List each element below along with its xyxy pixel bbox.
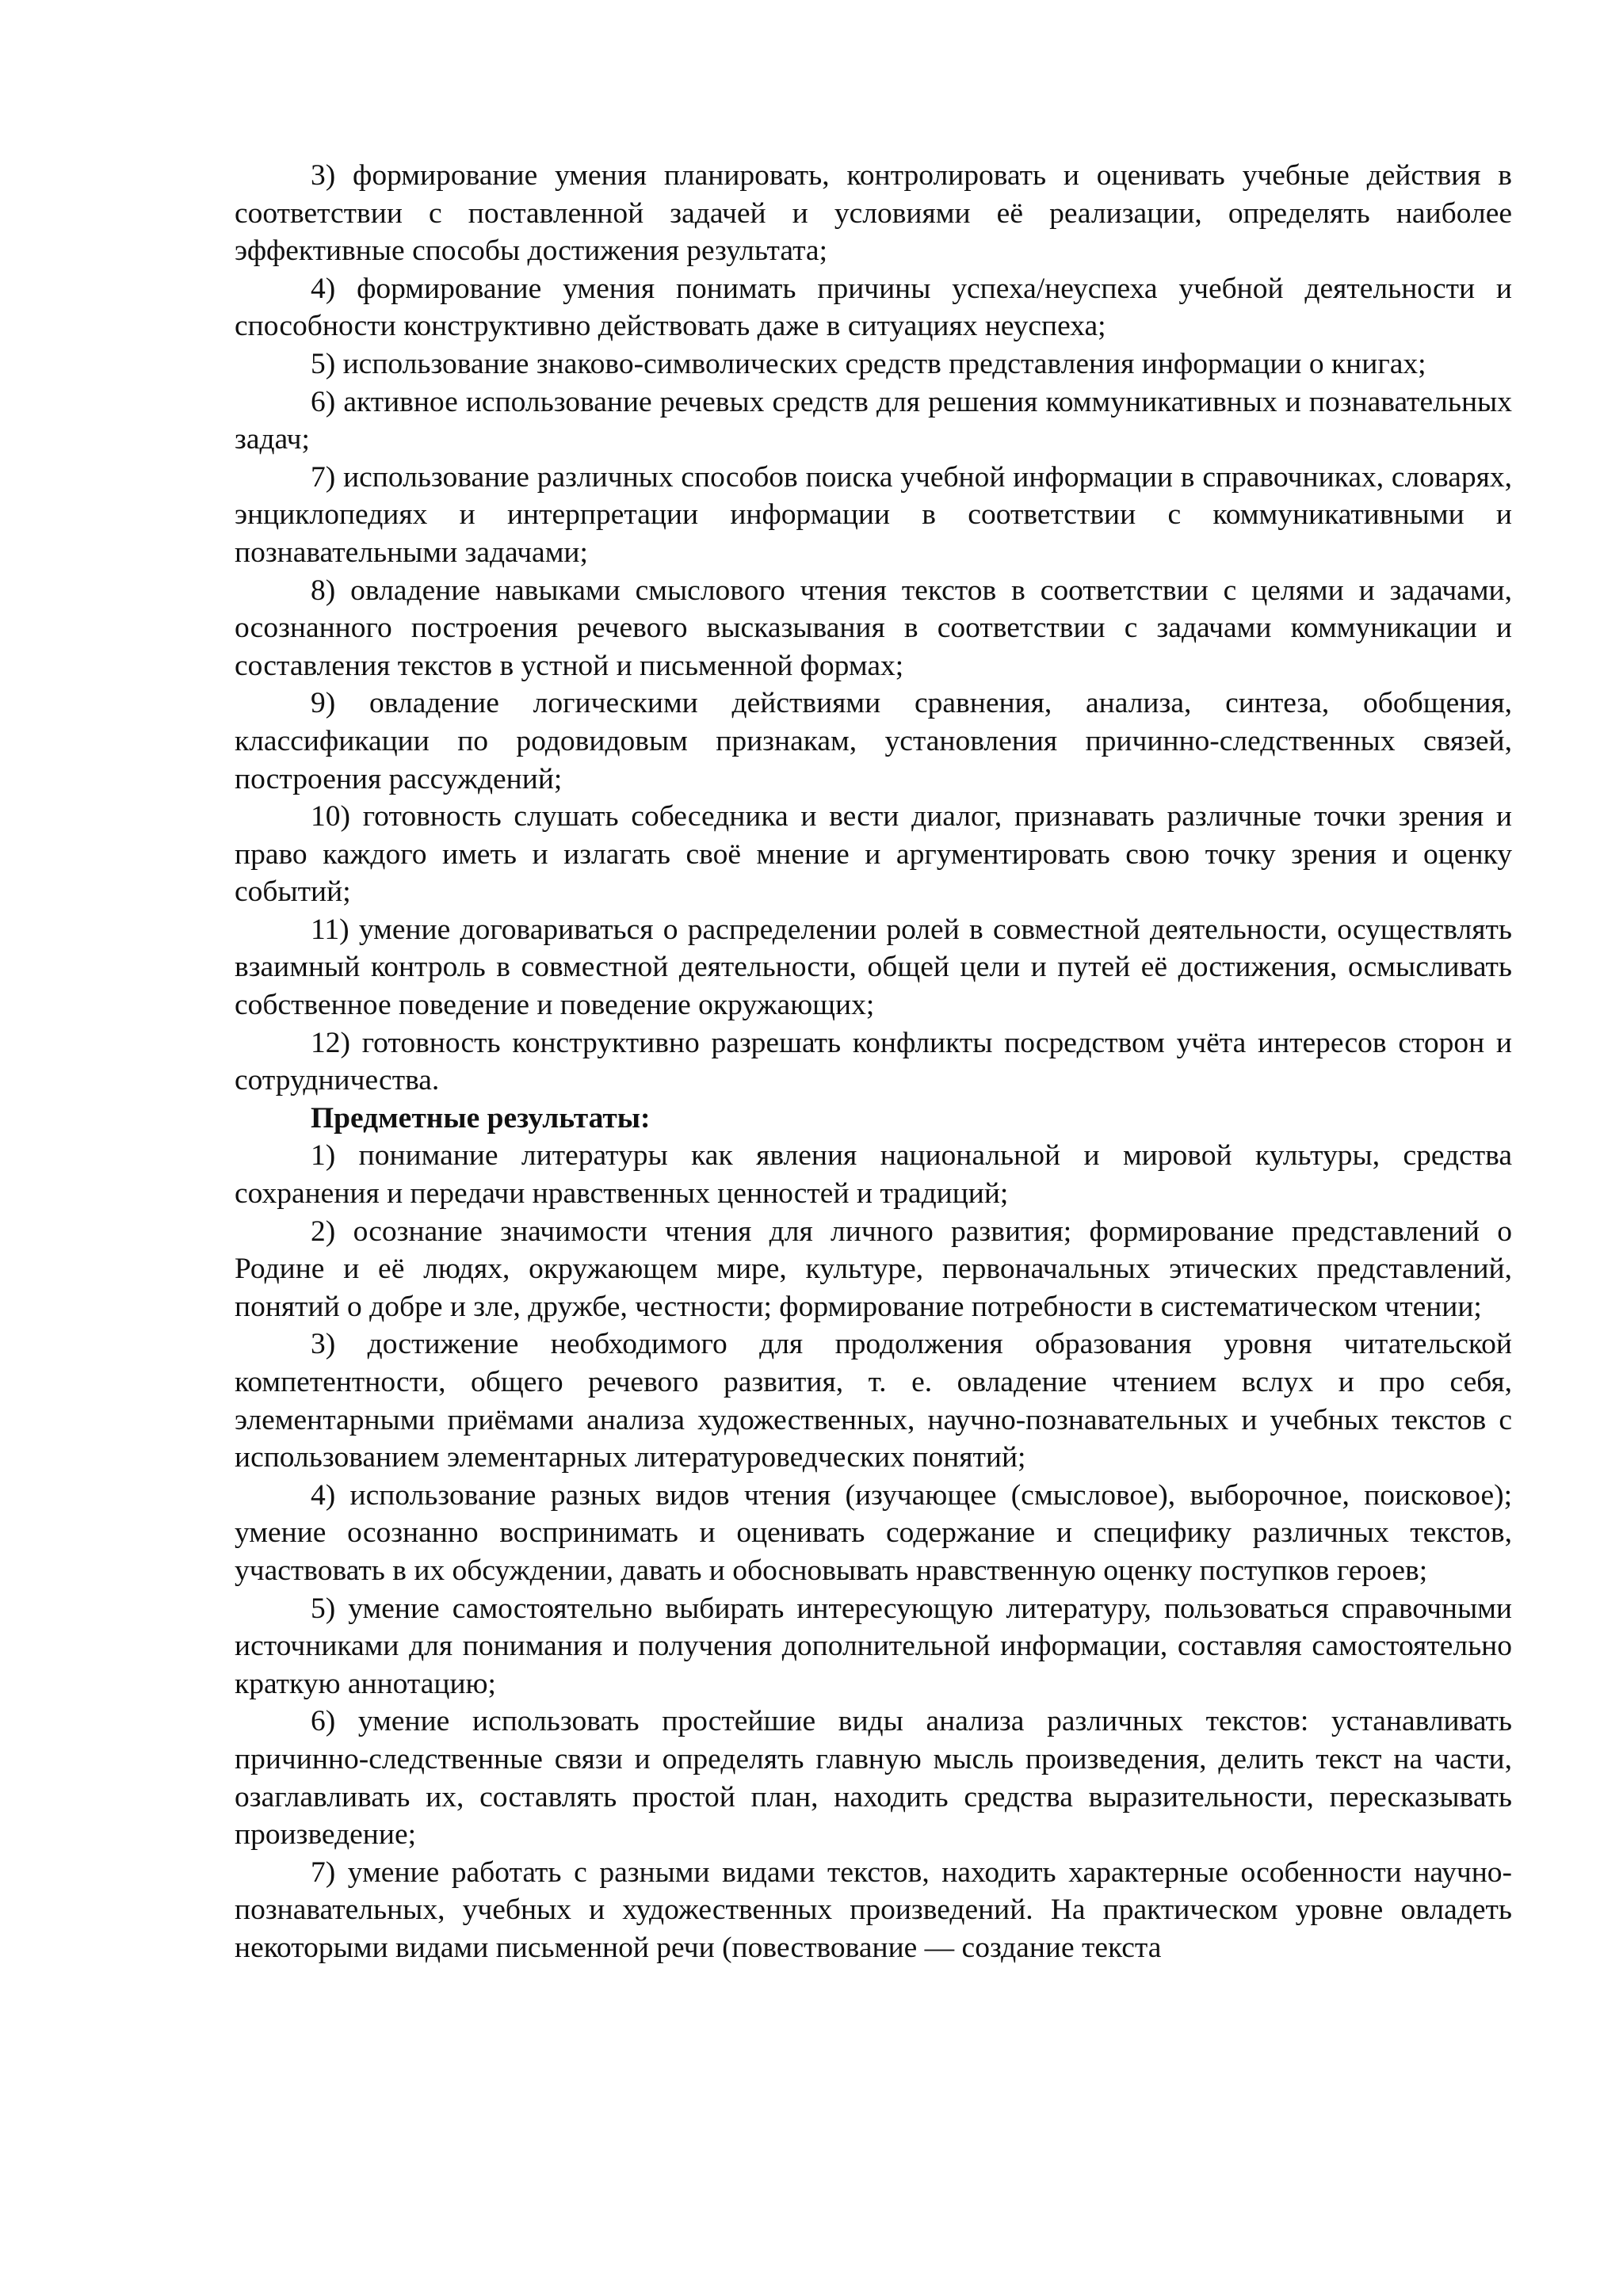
subject-result-item-7: 7) умение работать с разными видами текстов, находить характерные особенности научно-познавательных, учебных и художественных произведений. На практическом уровне овладеть некоторыми видами письменной речи (повествование — создание текста bbox=[235, 1855, 1512, 1964]
document-page bbox=[235, 157, 1512, 1967]
paragraph-item-6: 6) активное использование речевых средств для решения коммуникативных и познавательных задач; bbox=[235, 385, 1512, 456]
subject-result-item-4: 4) использование разных видов чтения (изучающее (смысловое), выборочное, поисковое); умение осознанно воспринимать и оценивать содержание и специфику различных текстов, участвовать в их обсуждении, давать и обосновывать нравственную оценку поступков героев; bbox=[235, 1478, 1512, 1587]
paragraph-item-4: 4) формирование умения понимать причины успеха/неуспеха учебной деятельности и способности конструктивно действовать даже в ситуациях неуспеха; bbox=[235, 272, 1512, 343]
paragraph-item-12: 12) готовность конструктивно разрешать конфликты посредством учёта интересов сторон и сотрудничества. bbox=[235, 1026, 1512, 1097]
subject-result-item-1: 1) понимание литературы как явления национальной и мировой культуры, средства сохранения и передачи нравственных ценностей и традиций; bbox=[235, 1139, 1512, 1211]
paragraph-item-8: 8) овладение навыками смыслового чтения текстов в соответствии с целями и задачами, осознанного построения речевого высказывания в соответствии с задачами коммуникации и составления текстов в устной и письменной формах; bbox=[235, 574, 1512, 682]
paragraph-item-11: 11) умение договариваться о распределении ролей в совместной деятельности, осуществлять взаимный контроль в совместной деятельности, общей цели и путей её достижения, осмысливать собственное поведение и поведение окружающих; bbox=[235, 913, 1512, 1022]
subject-result-item-2: 2) осознание значимости чтения для личного развития; формирование представлений о Родине и её людях, окружающем мире, культуре, первоначальных этических представлений, понятий о добре и зле, дружбе, честности; формирование потребности в систематическом чтении; bbox=[235, 1215, 1512, 1323]
paragraph-item-5: 5) использование знаково-символических средств представления информации о книгах; bbox=[311, 347, 1426, 380]
paragraph-item-9: 9) овладение логическими действиями сравнения, анализа, синтеза, обобщения, классификации по родовидовым признакам, установления причинно-следственных связей, построения рассуждений; bbox=[235, 687, 1512, 795]
paragraph-item-3: 3) формирование умения планировать, контролировать и оценивать учебные действия в соответствии с поставленной задачей и условиями её реализации, определять наиболее эффективные способы достижения результата; bbox=[235, 159, 1512, 268]
section-heading-subject-results: Предметные результаты: bbox=[311, 1101, 651, 1135]
subject-result-item-5: 5) умение самостоятельно выбирать интересующую литературу, пользоваться справочными источниками для понимания и получения дополнительной информации, составляя самостоятельно краткую аннотацию; bbox=[235, 1592, 1512, 1700]
paragraph-item-10: 10) готовность слушать собеседника и вести диалог, признавать различные точки зрения и право каждого иметь и излагать своё мнение и аргументировать свою точку зрения и оценку событий; bbox=[235, 800, 1512, 909]
subject-result-item-3: 3) достижение необходимого для продолжения образования уровня читательской компетентности, общего речевого развития, т. е. овладение чтением вслух и про себя, элементарными приёмами анализа художественных, научно-познавательных и учебных текстов с использованием элементарных литературоведческих понятий; bbox=[235, 1328, 1512, 1474]
paragraph-item-7: 7) использование различных способов поиска учебной информации в справочниках, словарях, энциклопедиях и интерпретации информации в соответствии с коммуникативными и познавательными задачами; bbox=[235, 460, 1512, 569]
subject-result-item-6: 6) умение использовать простейшие виды анализа различных текстов: устанавливать причинно-следственные связи и определять главную мысль произведения, делить текст на части, озаглавливать их, составлять простой план, находить средства выразительности, пересказывать произведение; bbox=[235, 1705, 1512, 1852]
